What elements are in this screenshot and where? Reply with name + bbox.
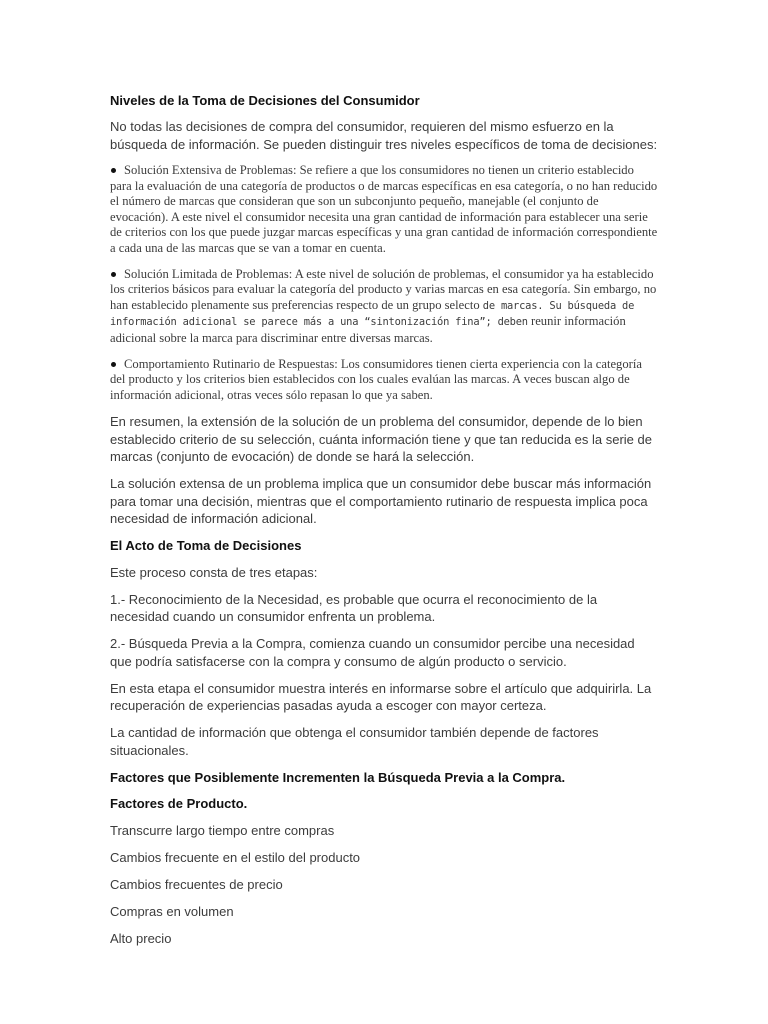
bullet-text: Solución Extensiva de Problemas: Se refiere a que los consumidores no tienen un criterio establecido para la evaluación de una categoría de productos o de marcas específicas en esa categoría, o no han reducido el número de marcas que consideran que son un subconjunto pequeño, manejable (el conjunto de evocación). A este nivel el consumidor necesita una gran cantidad de información para establecer una serie de criterios con los que puede juzgar marcas específicas y una gran cantidad de información correspondiente a cada una de las marcas que se van a tomar en cuenta. bbox=[110, 163, 658, 255]
stage-1-paragraph: 1.- Reconocimiento de la Necesidad, es probable que ocurra el reconocimiento de la necesidad cuando un consumidor enfrenta un problema. bbox=[110, 591, 598, 625]
bullet-icon bbox=[111, 168, 116, 173]
stage-2-paragraph: 2.- Búsqueda Previa a la Compra, comienza cuando un consumidor percibe una necesidad que podría satisfacerse con la compra y consumo de algún producto o servicio. bbox=[110, 636, 635, 669]
bullet-text: Solución Limitada de Problemas: A este nivel de solución de problemas, el consumidor ya ha establecido los criterios básicos para evaluar la categoría del producto y varias marcas en esa categoría. Sin embargo, no han establecido plenamente sus preferencias respecto de un grupo selecto bbox=[110, 266, 657, 312]
bullet-item-rutinario bbox=[110, 357, 658, 404]
intro-paragraph: No todas las decisiones de compra del consumidor, requieren del mismo esfuerzo en la búsqueda de información. Se pueden distinguir tres niveles específicos de toma de decisiones: bbox=[110, 119, 658, 152]
bullet-item-limitada bbox=[110, 267, 658, 347]
bullet-icon bbox=[111, 272, 116, 277]
factor-item: Transcurre largo tiempo entre compras bbox=[110, 822, 335, 838]
bullet-text: Comportamiento Rutinario de Respuestas: Los consumidores tienen cierta experiencia con la categoría del producto y los criterios bien establecidos con los cuales evalúan las marcas. A veces buscan algo de información adicional, otras veces sólo repasan lo que ya saben. bbox=[110, 356, 642, 402]
section-heading-acto: El Acto de Toma de Decisiones bbox=[110, 538, 302, 554]
stage-note-1: En esta etapa el consumidor muestra interés en informarse sobre el artículo que adquirirla. La recuperación de experiencias pasadas ayuda a escoger con mayor certeza. bbox=[110, 680, 652, 714]
factor-item: Alto precio bbox=[110, 930, 172, 946]
stages-intro: Este proceso consta de tres etapas: bbox=[110, 564, 318, 580]
factor-item: Compras en volumen bbox=[110, 903, 234, 919]
bullet-text-continued: reunir información adicional sobre la marca para discriminar entre diversas marcas. bbox=[110, 314, 626, 345]
bullet-text-variant-font: de marcas. Su búsqueda de información adicional se parece más a una “sintonización fina”; deben bbox=[110, 299, 635, 329]
bullet-icon bbox=[111, 362, 116, 367]
stage-note-2: La cantidad de información que obtenga el consumidor también depende de factores situacionales. bbox=[110, 725, 599, 758]
section-heading-factores-producto: Factores de Producto. bbox=[110, 796, 248, 812]
summary-paragraph-2: La solución extensa de un problema implica que un consumidor debe buscar más información para tomar una decisión, mientras que el comportamiento rutinario de respuesta implica poca necesidad de información adicional. bbox=[110, 476, 652, 527]
factor-item: Cambios frecuente en el estilo del producto bbox=[110, 849, 361, 865]
summary-paragraph-1: En resumen, la extensión de la solución de un problema del consumidor, depende de lo bien establecido criterio de su selección, cuánta información tiene y que tan reducida es la serie de marcas (conjunto de evocación) de donde se hará la selección. bbox=[110, 414, 652, 465]
section-heading-niveles: Niveles de la Toma de Decisiones del Consumidor bbox=[110, 93, 420, 108]
factor-item: Cambios frecuentes de precio bbox=[110, 876, 283, 892]
section-heading-factores-busqueda: Factores que Posiblemente Incrementen la Búsqueda Previa a la Compra. bbox=[110, 769, 566, 785]
bullet-item-extensiva bbox=[110, 163, 658, 257]
